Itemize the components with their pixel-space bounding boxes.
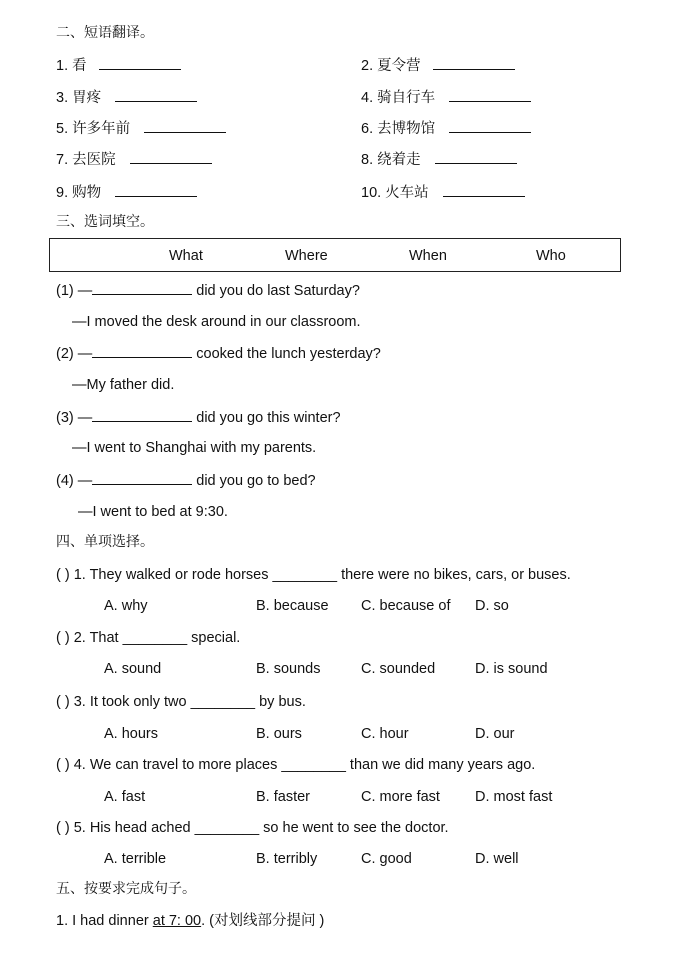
translation-item: 2. 夏令营 [361,57,515,75]
mc-option[interactable]: D. is sound [475,661,548,677]
mc-question: ( ) 3. It took only two ________ by bus. [56,694,306,710]
mc-option[interactable]: D. most fast [475,789,553,805]
translation-item: 9. 购物 [56,184,197,202]
word-bank-item: When [409,248,447,264]
mc-option[interactable]: B. sounds [256,661,321,677]
fill-question: (2) — cooked the lunch yesterday? [56,346,381,362]
mc-option[interactable]: C. sounded [361,661,436,677]
fill-question: (3) — did you go this winter? [56,410,341,426]
answer-blank[interactable] [435,151,517,164]
fill-answer: —I went to Shanghai with my parents. [72,440,317,456]
mc-option[interactable]: A. hours [104,726,158,742]
translation-item: 6. 去博物馆 [361,120,531,138]
section-2-heading: 二、短语翻译。 [56,25,154,41]
mc-option[interactable]: A. sound [104,661,162,677]
mc-question: ( ) 5. His head ached ________ so he went to see the doctor. [56,820,449,836]
mc-question: ( ) 4. We can travel to more places ________ than we did many years ago. [56,757,536,773]
fill-question: (4) — did you go to bed? [56,473,316,489]
rewrite-item: 1. I had dinner at 7: 00. (对划线部分提问 ) [56,913,325,929]
mc-option[interactable]: D. well [475,851,519,867]
section-4-heading: 四、单项选择。 [56,534,154,550]
answer-blank[interactable] [92,472,192,485]
mc-option[interactable]: B. faster [256,789,310,805]
answer-blank[interactable] [449,89,531,102]
mc-option[interactable]: B. because [256,598,329,614]
mc-option[interactable]: A. fast [104,789,146,805]
word-bank-box [49,238,621,272]
mc-option[interactable]: C. more fast [361,789,440,805]
answer-blank[interactable] [449,120,531,133]
mc-option[interactable]: A. why [104,598,148,614]
mc-option[interactable]: C. because of [361,598,451,614]
mc-option[interactable]: A. terrible [104,851,167,867]
answer-blank[interactable] [443,184,525,197]
fill-answer: —I went to bed at 9:30. [78,504,228,520]
answer-blank[interactable] [99,57,181,70]
answer-blank[interactable] [144,120,226,133]
mc-option[interactable]: B. ours [256,726,302,742]
word-bank-item: Who [536,248,566,264]
translation-item: 7. 去医院 [56,151,212,169]
underlined-phrase: at 7: 00 [152,913,202,929]
answer-blank[interactable] [130,151,212,164]
mc-option[interactable]: D. so [475,598,509,614]
word-bank-item: What [169,248,203,264]
fill-answer: —I moved the desk around in our classroom. [72,314,361,330]
answer-blank[interactable] [115,89,197,102]
mc-question: ( ) 1. They walked or rode horses ________ there were no bikes, cars, or buses. [56,567,571,583]
fill-question: (1) — did you do last Saturday? [56,283,360,299]
answer-blank[interactable] [92,409,192,422]
fill-answer: —My father did. [72,377,175,393]
answer-blank[interactable] [115,184,197,197]
translation-item: 10. 火车站 [361,184,525,202]
section-5-heading: 五、按要求完成句子。 [56,881,196,897]
translation-item: 8. 绕着走 [361,151,517,169]
word-bank-item: Where [285,248,328,264]
mc-question: ( ) 2. That ________ special. [56,630,241,646]
mc-option[interactable]: B. terribly [256,851,318,867]
answer-blank[interactable] [92,345,192,358]
section-3-heading: 三、选词填空。 [56,214,154,230]
mc-option[interactable]: D. our [475,726,515,742]
translation-item: 5. 许多年前 [56,120,226,138]
translation-item: 1. 看 [56,57,181,75]
answer-blank[interactable] [433,57,515,70]
mc-option[interactable]: C. hour [361,726,409,742]
translation-item: 4. 骑自行车 [361,89,531,107]
translation-item: 3. 胃疼 [56,89,197,107]
mc-option[interactable]: C. good [361,851,412,867]
answer-blank[interactable] [92,282,192,295]
